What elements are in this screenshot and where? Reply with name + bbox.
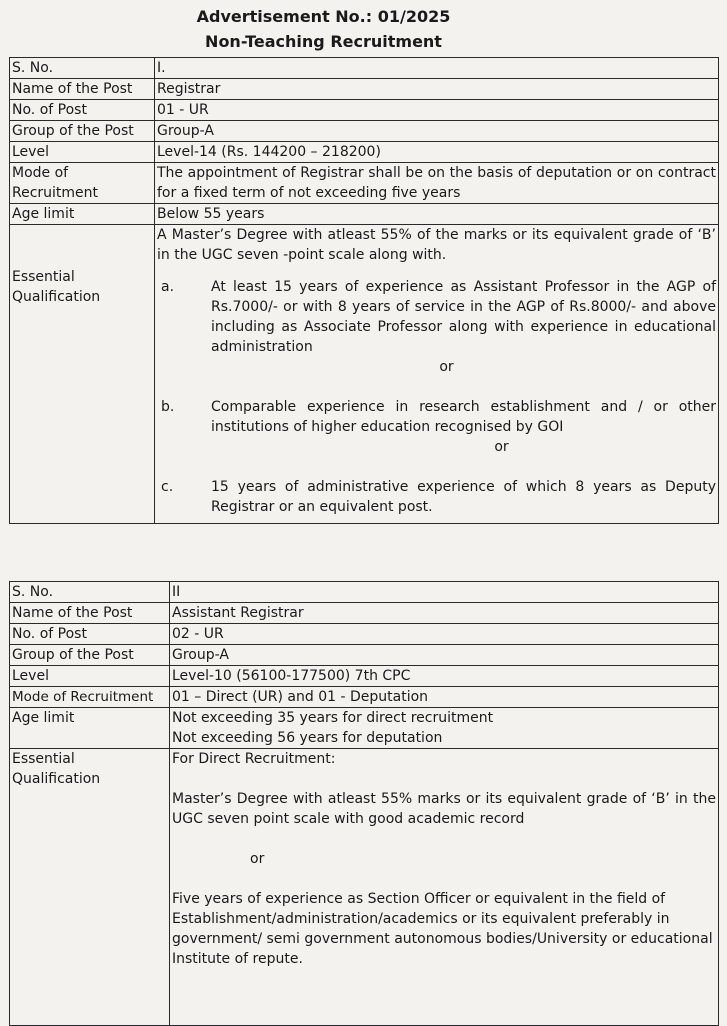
list-item [157, 397, 716, 437]
or-separator: or [439, 359, 454, 375]
table-row [10, 749, 719, 1026]
age-direct: Not exceeding 35 years for direct recruitment [172, 710, 494, 726]
table-row [10, 225, 719, 524]
registrar-table [9, 57, 719, 524]
row-label: Essential Qualification [10, 749, 170, 1026]
row-label: No. of Post [10, 100, 155, 121]
table-row [10, 79, 719, 100]
list-item [157, 477, 716, 517]
row-label: S. No. [10, 58, 155, 79]
item-text: 15 years of administrative experience of which 8 years as Deputy Registrar or an equivalent post. [211, 479, 716, 515]
advertisement-number: Advertisement No.: 01/2025 [196, 7, 451, 26]
qualification-paragraph: Five years of experience as Section Officer or equivalent in the field of Establishment/administration/academics or its equivalent preferably in government/ semi government autonomous bodies/University or educational Institute of repute. [172, 891, 713, 967]
table-row [10, 204, 719, 225]
row-label: Name of the Post [10, 603, 170, 624]
assistant-registrar-table [9, 581, 719, 1026]
table-row [10, 100, 719, 121]
row-value: The appointment of Registrar shall be on the basis of deputation or on contract for a fixed term of not exceeding five years [155, 163, 719, 204]
table-row [10, 645, 719, 666]
row-label: Level [10, 142, 155, 163]
row-value: Registrar [155, 79, 719, 100]
row-value: Below 55 years [155, 204, 719, 225]
row-label: Mode of Recruitment [10, 163, 155, 204]
item-marker: b. [161, 399, 175, 415]
row-value: Group-A [170, 645, 719, 666]
row-value: 01 - UR [155, 100, 719, 121]
qualification-cell [170, 749, 719, 1026]
table-row [10, 708, 719, 749]
row-value: II [170, 582, 719, 603]
age-deputation: Not exceeding 56 years for deputation [172, 730, 443, 746]
or-separator: or [494, 439, 509, 455]
qualification-intro: A Master’s Degree with atleast 55% of the marks or its equivalent grade of ‘B’ in the UGC seven -point scale along with. [157, 227, 716, 263]
or-separator: or [250, 851, 265, 867]
row-value: I. [155, 58, 719, 79]
row-label: Age limit [10, 204, 155, 225]
table-row [10, 121, 719, 142]
list-item [157, 277, 716, 357]
item-text: Comparable experience in research establishment and / or other institutions of higher education recognised by GOI [211, 399, 716, 435]
qualification-heading: For Direct Recruitment: [172, 751, 336, 767]
row-label: Group of the Post [10, 645, 170, 666]
table-row [10, 624, 719, 645]
table-row [10, 163, 719, 204]
qualification-paragraph: Master’s Degree with atleast 55% marks or its equivalent grade of ‘B’ in the UGC seven point scale with good academic record [172, 791, 716, 827]
item-marker: a. [161, 279, 175, 295]
row-label: Age limit [10, 708, 170, 749]
table-row [10, 666, 719, 687]
row-label: Group of the Post [10, 121, 155, 142]
table-row [10, 58, 719, 79]
item-marker: c. [161, 479, 174, 495]
row-label: No. of Post [10, 624, 170, 645]
item-text: At least 15 years of experience as Assistant Professor in the AGP of Rs.7000/- or with 8 years of service in the AGP of Rs.8000/- and above including as Associate Professor along with experience in educational administration [211, 279, 716, 355]
qualification-cell [155, 225, 719, 524]
table-row [10, 142, 719, 163]
row-label: Mode of Recruitment [10, 687, 170, 708]
row-value: 01 – Direct (UR) and 01 - Deputation [170, 687, 719, 708]
row-value: Level-10 (56100-177500) 7th CPC [170, 666, 719, 687]
row-value: Group-A [155, 121, 719, 142]
age-cell [170, 708, 719, 749]
row-label: S. No. [10, 582, 170, 603]
row-label: Name of the Post [10, 79, 155, 100]
row-label: Essential Qualification [10, 225, 155, 524]
document-subtitle: Non-Teaching Recruitment [205, 32, 442, 51]
table-row [10, 582, 719, 603]
row-value: Level-14 (Rs. 144200 – 218200) [155, 142, 719, 163]
row-value: Assistant Registrar [170, 603, 719, 624]
row-value: 02 - UR [170, 624, 719, 645]
row-label: Level [10, 666, 170, 687]
table-row [10, 603, 719, 624]
table-row [10, 687, 719, 708]
